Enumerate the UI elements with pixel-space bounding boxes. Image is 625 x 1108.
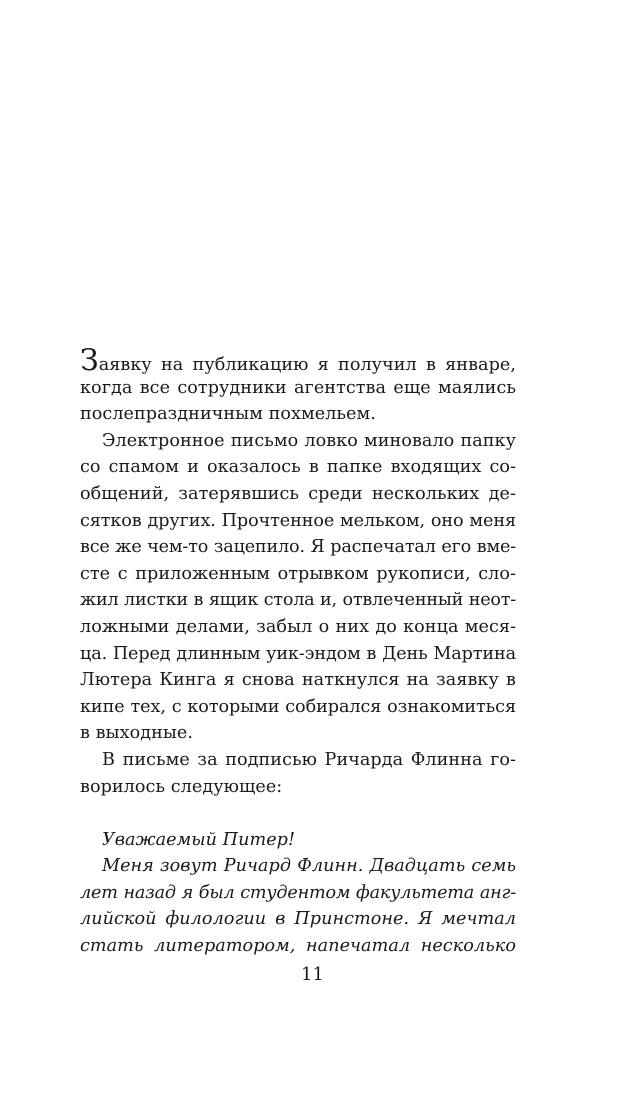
paragraph-3 <box>80 747 516 800</box>
paragraph-line: когда все сотрудники агентства еще маялись <box>80 377 516 398</box>
paragraph-line: ложными делами, забыл о них до конца меся- <box>80 616 516 637</box>
page-number: 11 <box>301 964 324 985</box>
letter-salutation: Уважаемый Питер! <box>102 829 296 850</box>
letter-line: стать литератором, напечатал несколько <box>80 936 516 957</box>
paragraph-line: ворилось следующее: <box>80 776 283 797</box>
paragraph-line: В письме за подписью Ричарда Флинна го- <box>102 749 516 770</box>
paragraph-line: кипе тех, с которыми собирался ознакомиться <box>80 696 516 717</box>
letter-line: Меня зовут Ричард Флинн. Двадцать семь <box>102 856 516 877</box>
paragraph-2 <box>80 428 516 747</box>
paragraph-line: общений, затерявшись среди нескольких де- <box>80 483 516 504</box>
paragraph-line: сте с приложенным отрывком рукописи, сло- <box>80 563 516 584</box>
paragraph-line: Электронное письмо ловко миновало папку <box>102 430 516 451</box>
paragraph-line: со спамом и оказалось в папке входящих со- <box>80 457 516 478</box>
quoted-letter <box>80 827 516 960</box>
letter-line: лийской филологии в Принстоне. Я мечтал <box>80 909 516 930</box>
letter-line: лет назад я был студентом факультета анг- <box>80 882 516 903</box>
paragraph-1 <box>80 343 516 428</box>
paragraph-gap <box>80 800 516 827</box>
drop-cap: З <box>80 343 99 378</box>
paragraph-line: в выходные. <box>80 723 194 744</box>
body-text <box>80 343 516 960</box>
paragraph-line: Заявку на публикацию я получил в январе, <box>80 343 516 378</box>
paragraph-line: сятков других. Прочтенное мельком, оно меня <box>80 510 516 531</box>
paragraph-line: ца. Перед длинным уик-эндом в День Мартина <box>80 643 516 664</box>
paragraph-line: Лютера Кинга я снова наткнулся на заявку в <box>80 670 516 691</box>
paragraph-line: послепраздничным похмельем. <box>80 404 376 425</box>
paragraph-line: все же чем-то зацепило. Я распечатал его вме- <box>80 537 516 558</box>
paragraph-line: жил листки в ящик стола и, отвлеченный неот- <box>80 590 516 611</box>
